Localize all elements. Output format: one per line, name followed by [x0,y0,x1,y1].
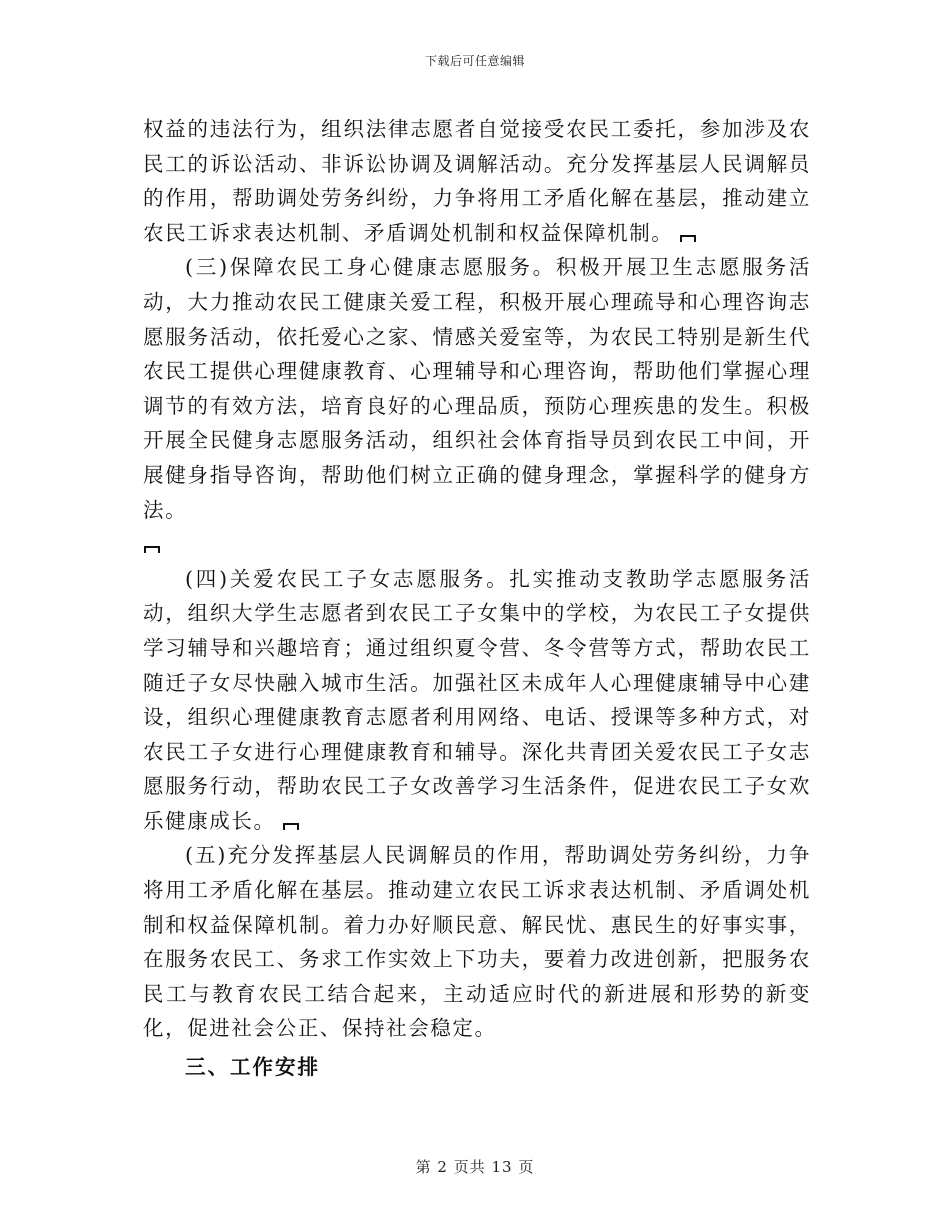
paragraph-2 [143,250,811,527]
paragraph-3 [143,562,811,839]
paragraph-mark-icon [282,818,300,830]
paragraph-1-text: 权益的违法行为，组织法律志愿者自觉接受农民工委托，参加涉及农民工的诉讼活动、非诉讼协调及调解活动。充分发挥基层人民调解员的作用，帮助调处劳务纠纷，力争将用工矛盾化解在基层，推动建立农民工诉求表达机制、矛盾调处机制和权益保障机制。 [143,117,811,245]
paragraph-mark-icon [679,230,697,242]
document-body [143,112,811,1085]
page-footer: 第 2 页共 13 页 [415,1158,535,1176]
paragraph-mark-icon [143,541,161,553]
section-heading: 三、工作安排 [185,1055,320,1080]
paragraph-4 [143,838,811,1046]
paragraph-2-text: (三)保障农民工身心健康志愿服务。积极开展卫生志愿服务活动，大力推动农民工健康关爱工程，积极开展心理疏导和心理咨询志愿服务活动，依托爱心之家、情感关爱室等，为农民工特别是新生代农民工提供心理健康教育、心理辅导和心理咨询，帮助他们掌握心理调节的有效方法，培育良好的心理品质，预防心理疾患的发生。积极开展全民健身志愿服务活动，组织社会体育指导员到农民工中间，开展健身指导咨询，帮助他们树立正确的健身理念，掌握科学的健身方法。 [143,255,811,522]
paragraph-1 [143,112,811,250]
page-header: 下载后可任意编辑 [424,54,525,68]
paragraph-mark-line [143,527,811,562]
paragraph-3-text: (四)关爱农民工子女志愿服务。扎实推动支教助学志愿服务活动，组织大学生志愿者到农民工子女集中的学校，为农民工子女提供学习辅导和兴趣培育；通过组织夏令营、冬令营等方式，帮助农民工随迁子女尽快融入城市生活。加强社区未成年人心理健康辅导中心建设，组织心理健康教育志愿者利用网络、电话、授课等多种方式，对农民工子女进行心理健康教育和辅导。深化共青团关爱农民工子女志愿服务行动，帮助农民工子女改善学习生活条件，促进农民工子女欢乐健康成长。 [143,566,811,833]
paragraph-4-text: (五)充分发挥基层人民调解员的作用，帮助调处劳务纠纷，力争将用工矛盾化解在基层。推动建立农民工诉求表达机制、矛盾调处机制和权益保障机制。着力办好顺民意、解民忧、惠民生的好事实事，在服务农民工、务求工作实效上下功夫，要着力改进创新，把服务农民工与教育农民工结合起来，主动适应时代的新进展和形势的新变化，促进社会公正、保持社会稳定。 [143,843,811,1041]
